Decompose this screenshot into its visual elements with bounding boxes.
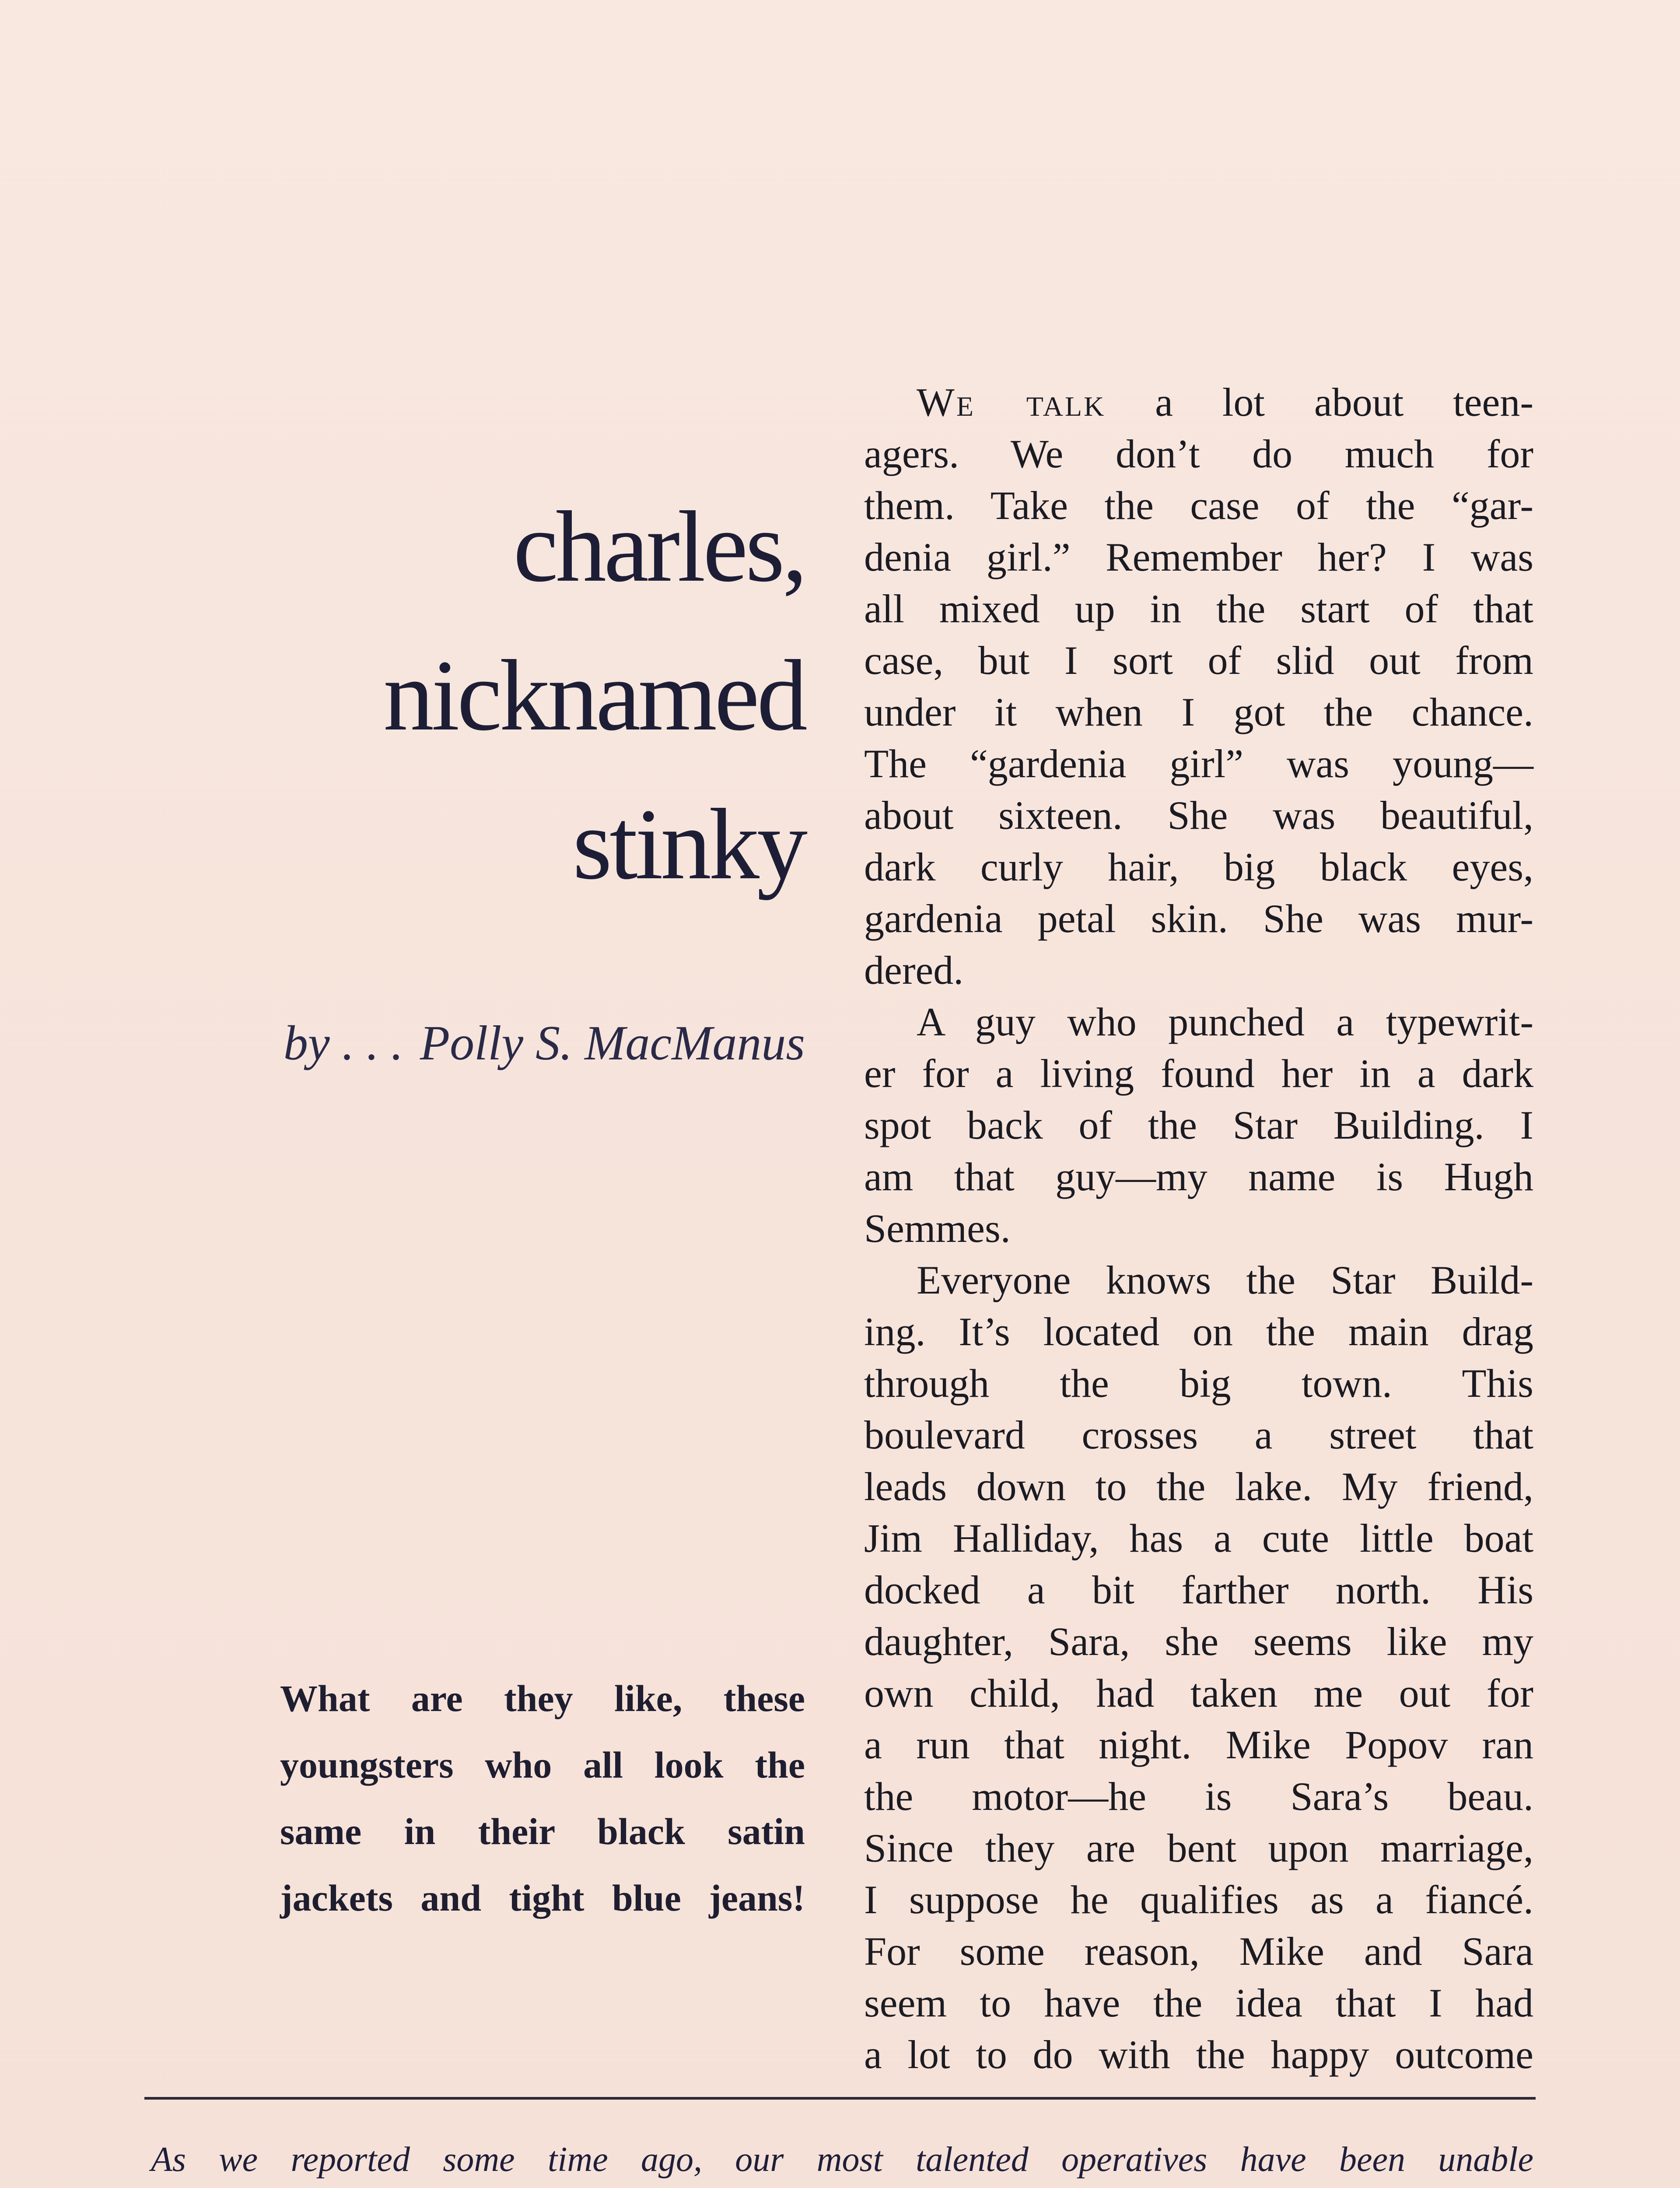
body-line: seem to have the idea that I had — [864, 1981, 1533, 2025]
body-line: leads down to the lake. My friend, — [864, 1464, 1533, 1509]
body-line: I suppose he qualifies as a fiancé. — [864, 1877, 1533, 1922]
body-line: a run that night. Mike Popov ran — [864, 1722, 1533, 1767]
body-line: docked a bit farther north. His — [864, 1567, 1533, 1612]
byline-prefix: by . . . — [284, 1016, 403, 1070]
body-line: under it when I got the chance. — [864, 690, 1533, 734]
deck-line: same in their black satin — [280, 1810, 805, 1852]
body-line: Since they are bent upon marriage, — [864, 1826, 1533, 1870]
body-line: dered. — [864, 948, 964, 992]
footnote-line — [151, 2184, 1533, 2188]
body-line: Everyone knows the Star Build- — [917, 1258, 1533, 1302]
story-title — [131, 473, 805, 919]
body-line: spot back of the Star Building. I — [864, 1103, 1533, 1147]
deck-line: youngsters who all look the — [280, 1744, 805, 1786]
body-line: am that guy—my name is Hugh — [864, 1154, 1533, 1199]
title-line-1: charles, — [513, 491, 805, 603]
body-line: The “gardenia girl” was young— — [864, 741, 1533, 786]
body-line: Semmes. — [864, 1206, 1011, 1251]
body-line: gardenia petal skin. She was mur- — [864, 896, 1533, 941]
story-deck — [280, 1665, 805, 1931]
body-line-lead — [864, 376, 1533, 428]
body-line: dark curly hair, big black eyes, — [864, 845, 1533, 889]
title-line-2: nicknamed — [383, 639, 805, 752]
body-line: Jim Halliday, has a cute little boat — [864, 1516, 1533, 1560]
body-line: daughter, Sara, she seems like my — [864, 1619, 1533, 1664]
body-line: ing. It’s located on the main drag — [864, 1309, 1533, 1354]
body-line: A guy who punched a typewrit- — [917, 999, 1533, 1044]
body-line: them. Take the case of the “gar- — [864, 483, 1533, 528]
body-line: case, but I sort of slid out from — [864, 638, 1533, 683]
lead-rest: a lot about teen- — [1106, 380, 1533, 424]
body-line: For some reason, Mike and Sara — [864, 1929, 1533, 1974]
title-line-3: stinky — [572, 788, 805, 901]
body-line: the motor—he is Sara’s beau. — [864, 1774, 1533, 1819]
footnote-rule-top — [144, 2097, 1536, 2100]
byline-author: Polly S. MacManus — [420, 1016, 805, 1070]
deck-line: jackets and tight blue jeans! — [280, 1877, 805, 1919]
body-line: all mixed up in the start of that — [864, 586, 1533, 631]
body-text-column — [864, 376, 1533, 2080]
author-byline — [131, 1015, 805, 1072]
body-line: denia girl.” Remember her? I was — [864, 535, 1533, 579]
body-line: er for a living found her in a dark — [864, 1051, 1533, 1096]
body-line: agers. We don’t do much for — [864, 431, 1533, 476]
body-line: through the big town. This — [864, 1361, 1533, 1406]
body-line: about sixteen. She was beautiful, — [864, 793, 1533, 838]
lead-smallcaps: We talk — [917, 380, 1106, 424]
body-line: own child, had taken me out for — [864, 1671, 1533, 1715]
body-line: a lot to do with the happy outcome — [864, 2032, 1533, 2077]
body-line: boulevard crosses a street that — [864, 1413, 1533, 1457]
editor-footnote — [151, 2135, 1533, 2188]
deck-line: What are they like, these — [280, 1677, 805, 1719]
footnote-line: As we reported some time ago, our most talented operatives have been unable — [151, 2140, 1533, 2179]
